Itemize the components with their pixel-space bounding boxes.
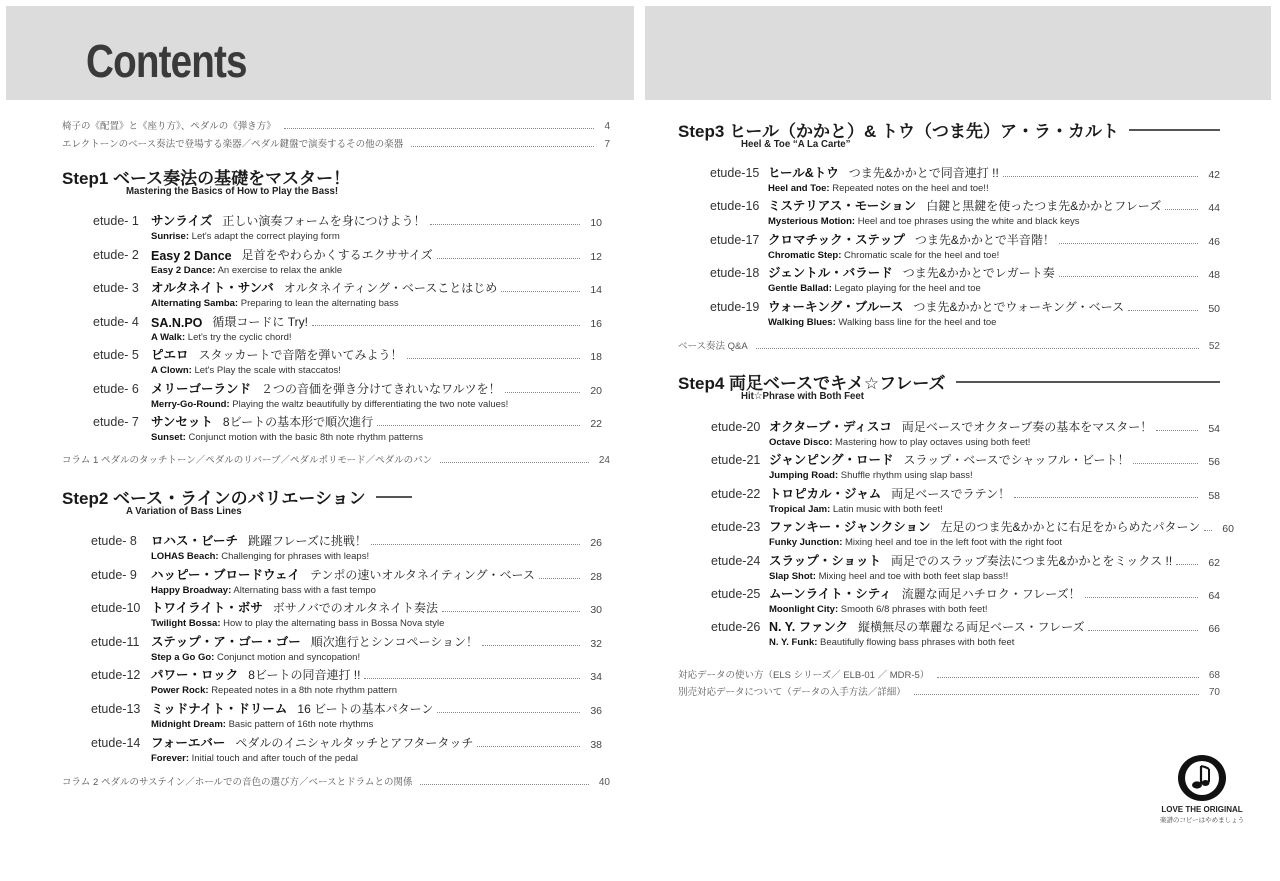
etude-english-description: Smooth 6/8 phrases with both feet!: [840, 604, 988, 615]
etude-entry[interactable]: [91, 599, 602, 631]
page-number: 18: [590, 351, 602, 363]
etude-english: [768, 317, 996, 328]
etude-description: 両足ベースでオクターブ奏の基本をマスター！: [901, 420, 1153, 434]
etude-english-description: Shuffle rhythm using slap bass!: [840, 470, 973, 482]
page-number: 14: [590, 284, 602, 296]
step4-rule: [956, 381, 1220, 383]
dotted-leader: [364, 678, 580, 679]
etude-entry[interactable]: [711, 485, 1220, 517]
step2-rule: [376, 496, 412, 498]
etude-title: ムーンライト・シティ: [769, 587, 892, 601]
etude-title: サンセット: [151, 415, 213, 429]
etude-description: つま先&かかとで同音連打 !!: [848, 166, 999, 180]
page-number: 26: [590, 537, 602, 549]
logo-tagline: 楽譜のコピーはやめましょう: [1159, 817, 1245, 824]
dotted-leader: [442, 611, 580, 612]
etude-title: オクターブ・ディスコ: [769, 420, 892, 434]
etude-english: [769, 537, 1062, 548]
etude-english-title: Jumping Road:: [769, 470, 839, 482]
toc-misc-item[interactable]: 対応データの使い方（ELS シリーズ／ ELB-01 ／ MDR-5） 68: [678, 670, 1220, 681]
etude-english-description: Chromatic scale for the heel and toe!: [844, 249, 1000, 261]
dotted-leader: [505, 392, 581, 393]
etude-number: etude-14: [91, 735, 141, 750]
etude-title: ウォーキング・ブルース: [768, 299, 904, 314]
etude-title: ヒール&トウ: [768, 166, 839, 180]
etude-english: [768, 250, 999, 261]
etude-english-title: Sunrise:: [151, 231, 190, 242]
love-the-original-logo: [1157, 752, 1247, 832]
etude-number: etude- 7: [93, 415, 139, 429]
dotted-leader: [1156, 430, 1198, 431]
etude-number: etude-26: [711, 620, 761, 635]
dotted-leader: [377, 425, 580, 426]
etude-english-description: Beautifully flowing bass phrases with both feet: [820, 637, 1015, 649]
page-number: 54: [1208, 423, 1220, 435]
etude-english-description: Mixing heel and toe in the left foot with the right foot: [845, 537, 1063, 549]
etude-english-description: Heel and toe phrases using the white and black keys: [857, 216, 1080, 228]
dotted-leader: [477, 746, 580, 747]
etude-english-description: Latin music with both feet!: [832, 503, 943, 515]
etude-english: [151, 365, 341, 376]
etude-english-title: Happy Broadway:: [151, 584, 232, 596]
etude-description: 流麗な両足ハチロク・フレーズ！: [901, 587, 1081, 601]
etude-title: クロマチック・ステップ: [768, 232, 905, 247]
etude-english: [768, 183, 989, 194]
dotted-leader: [1176, 564, 1198, 565]
contents-title: Contents: [86, 35, 247, 87]
etude-title: SA.N.PO: [151, 315, 203, 330]
etude-english: [151, 652, 360, 663]
etude-english: [151, 719, 373, 730]
etude-english: [151, 399, 508, 410]
etude-description: テンポの速いオルタネイティング・ベース: [310, 567, 535, 582]
page-number: 58: [1208, 489, 1220, 502]
toc-column-item[interactable]: コラム 1 ペダルのタッチトーン／ペダルのリバーブ／ペダルポリモード／ペダルのパン 24: [62, 455, 610, 466]
page-number: 46: [1208, 235, 1220, 248]
etude-english-description: Let's Play the scale with staccatos!: [194, 365, 341, 376]
etude-title: スラップ・ショット: [769, 553, 882, 568]
etude-english-title: Alternating Samba:: [151, 298, 239, 309]
etude-entry[interactable]: [710, 197, 1220, 229]
etude-english-title: Step a Go Go:: [151, 651, 215, 663]
etude-english-title: Power Rock:: [151, 685, 209, 697]
etude-english: [151, 231, 340, 242]
page-number: 36: [590, 705, 602, 717]
etude-english-description: Walking bass line for the heel and toe: [838, 316, 997, 328]
dotted-leader: [1014, 497, 1198, 498]
etude-number: etude-24: [711, 553, 761, 568]
etude-english-title: Easy 2 Dance:: [151, 264, 216, 276]
etude-description: 8ビートの基本形で順次進行: [222, 415, 374, 429]
etude-description: スタッカートで音階を弾いてみよう！: [198, 348, 403, 362]
etude-english-title: A Walk:: [151, 331, 186, 343]
etude-english-title: Tropical Jam:: [769, 503, 831, 515]
etude-entry[interactable]: [93, 413, 602, 445]
etude-english-description: Preparing to lean the alternating bass: [240, 298, 399, 309]
etude-entry[interactable]: [711, 618, 1220, 650]
etude-number: etude-16: [710, 199, 760, 214]
dotted-leader: [1059, 243, 1198, 244]
etude-english-title: LOHAS Beach:: [151, 551, 219, 562]
page-number: 56: [1208, 456, 1220, 469]
etude-english-description: Conjunct motion and syncopation!: [216, 651, 361, 663]
etude-entry[interactable]: [93, 212, 602, 244]
etude-entry[interactable]: [710, 231, 1220, 263]
etude-number: etude- 4: [93, 314, 139, 329]
etude-description: 正しい演奏フォームを身につけよう！: [222, 214, 426, 228]
etude-description: 縦横無尽の華麗なる両足ベース・フレーズ: [858, 620, 1085, 635]
etude-description: 左足のつま先&かかとに右足をからめたパターン: [940, 520, 1201, 535]
etude-english-title: Heel and Toe:: [768, 183, 830, 194]
etude-english: [768, 283, 981, 294]
etude-title: ジェントル・バラード: [768, 266, 893, 281]
step1-subtitle: Mastering the Basics of How to Play the Bass!: [126, 185, 339, 197]
etude-english: [151, 298, 399, 309]
etude-description: つま先&かかとでレガート奏: [902, 266, 1055, 281]
etude-english-description: Legato playing for the heel and toe: [834, 283, 981, 295]
etude-number: etude-10: [91, 601, 141, 616]
dotted-leader: [1165, 209, 1198, 210]
etude-entry[interactable]: [93, 380, 602, 412]
etude-number: etude-19: [710, 299, 760, 314]
step2-title: Step2 ベース・ラインのバリエーション: [62, 484, 412, 509]
etude-english-title: A Clown:: [151, 365, 192, 376]
dotted-leader: [1204, 530, 1212, 531]
page-number: 48: [1208, 269, 1220, 282]
etude-english: [151, 618, 444, 629]
page-number: 22: [590, 418, 602, 430]
etude-title: トロピカル・ジャム: [769, 486, 882, 501]
etude-english-title: Octave Disco:: [769, 437, 833, 448]
etude-entry[interactable]: [711, 451, 1220, 483]
etude-title: ミッドナイト・ドリーム: [151, 702, 288, 716]
dotted-leader: [482, 645, 580, 646]
page-number: 32: [590, 637, 602, 650]
etude-english: [768, 216, 1080, 227]
step4-subtitle: Hit☆Phrase with Both Feet: [741, 390, 864, 402]
etude-number: etude- 6: [93, 381, 139, 396]
dotted-leader: [430, 224, 581, 225]
etude-description: 循環コードに Try!: [212, 314, 308, 329]
etude-english: [151, 332, 292, 343]
etude-english-title: Midnight Dream:: [151, 719, 226, 730]
etude-english-description: Playing the waltz beautifully by differentiating the two note values!: [232, 398, 509, 410]
etude-english-description: Alternating bass with a fast tempo: [233, 584, 376, 596]
etude-description: つま先&かかとでウォーキング・ベース: [913, 299, 1125, 314]
etude-english: [769, 604, 988, 615]
etude-entry[interactable]: [91, 566, 602, 598]
etude-english: [769, 470, 973, 481]
etude-number: etude- 1: [93, 214, 139, 228]
etude-english-title: Sunset:: [151, 432, 186, 443]
etude-entry[interactable]: [93, 346, 602, 378]
etude-description: スラップ・ベースでシャッフル・ビート！: [903, 453, 1130, 468]
etude-entry[interactable]: [93, 246, 602, 278]
dotted-leader: [1003, 176, 1199, 177]
etude-english-description: How to play the alternating bass in Bossa Nova style: [223, 618, 445, 630]
step3-rule: [1129, 129, 1220, 131]
etude-english-title: Merry-Go-Round:: [151, 398, 230, 410]
etude-english: [769, 571, 1008, 582]
etude-title: フォーエバー: [151, 735, 226, 750]
etude-english-description: Conjunct motion with the basic 8th note rhythm patterns: [188, 432, 423, 443]
step3-title: Step3 ヒール（かかと）& トウ（つま先）ア・ラ・カルト: [678, 117, 1220, 142]
etude-english-title: N. Y. Funk:: [769, 637, 818, 649]
step1-title: Step1 ベース奏法の基礎をマスター！: [62, 169, 351, 188]
etude-english-description: Let's adapt the correct playing form: [191, 231, 340, 242]
etude-description: オルタネイティング・ベースことはじめ: [283, 281, 498, 295]
etude-description: 白鍵と黒鍵を使ったつま先&かかとフレーズ: [926, 199, 1162, 214]
page-number: 20: [590, 384, 602, 397]
dotted-leader: [1088, 630, 1198, 631]
etude-number: etude-18: [710, 266, 760, 281]
etude-number: etude-17: [710, 232, 760, 247]
page-number: 30: [590, 604, 602, 617]
etude-number: etude-22: [711, 486, 761, 501]
toc-misc-item[interactable]: 別売対応データについて（データの入手方法／詳細） 70: [678, 687, 1220, 698]
page-number: 16: [590, 317, 602, 330]
etude-title: パワー・ロック: [151, 668, 239, 683]
page-number: 42: [1208, 169, 1220, 181]
etude-english-description: Mixing heel and toe with both feet slap bass!!: [818, 570, 1009, 582]
page-number: 10: [590, 217, 602, 229]
etude-english-title: Funky Junction:: [769, 537, 843, 549]
etude-english-description: Let's try the cyclic chord!: [187, 331, 292, 343]
step2-subtitle: A Variation of Bass Lines: [126, 505, 242, 517]
etude-title: ハッピー・ブロードウェイ: [151, 567, 301, 582]
etude-english: [151, 265, 342, 276]
page-number: 60: [1222, 523, 1234, 536]
right-page: [645, 0, 1280, 881]
etude-english-description: Mastering how to play octaves using both feet!: [835, 437, 1031, 448]
etude-entry[interactable]: [93, 313, 602, 345]
etude-description: 足首をやわらかくするエクササイズ: [241, 247, 433, 262]
page-number: 64: [1208, 590, 1220, 602]
etude-title: ピエロ: [151, 348, 189, 362]
etude-english: [151, 432, 423, 443]
etude-entry[interactable]: [91, 666, 602, 698]
etude-english: [151, 753, 358, 764]
etude-number: etude- 9: [91, 567, 137, 582]
etude-description: つま先&かかとで半音階！: [914, 232, 1055, 247]
etude-entry[interactable]: [711, 585, 1220, 617]
etude-english: [769, 437, 1030, 448]
page-number: 34: [590, 671, 602, 684]
etude-title: トワイライト・ボサ: [151, 601, 263, 616]
page-number: 66: [1208, 623, 1220, 636]
page-number: 12: [590, 250, 602, 263]
etude-description: ２つの音価を弾き分けてきれいなワルツを！: [261, 381, 501, 396]
etude-number: etude-21: [711, 453, 761, 468]
etude-english-description: Challenging for phrases with leaps!: [221, 551, 370, 562]
etude-english-title: Forever:: [151, 752, 190, 764]
etude-title: オルタネイト・サンバ: [151, 281, 274, 295]
etude-entry[interactable]: [93, 279, 602, 311]
etude-number: etude-13: [91, 702, 141, 716]
dotted-leader: [1059, 276, 1199, 277]
etude-english-title: Twilight Bossa:: [151, 618, 221, 630]
etude-title: ミステリアス・モーション: [768, 199, 917, 214]
etude-title: Easy 2 Dance: [151, 248, 232, 263]
etude-title: ロハス・ビーチ: [151, 534, 239, 548]
page-number: 28: [590, 570, 602, 583]
music-note-logo-icon: [1157, 752, 1247, 804]
toc-misc-item[interactable]: ベース奏法 Q&A 52: [678, 341, 1220, 352]
etude-description: 跳躍フレーズに挑戦！: [248, 534, 367, 548]
dotted-leader: [539, 578, 580, 579]
etude-description: 順次進行とシンコペーション！: [310, 634, 478, 649]
etude-english-description: Basic pattern of 16th note rhythms: [228, 719, 374, 730]
etude-entry[interactable]: [711, 518, 1234, 550]
dotted-leader: [501, 291, 580, 292]
etude-number: etude- 2: [93, 247, 139, 262]
etude-english-title: Walking Blues:: [768, 316, 836, 328]
etude-entry[interactable]: [710, 298, 1220, 330]
dotted-leader: [1133, 463, 1198, 464]
etude-title: メリーゴーランド: [151, 381, 252, 396]
etude-english: [151, 685, 397, 696]
etude-english: [769, 504, 943, 515]
etude-english-title: Gentle Ballad:: [768, 283, 832, 295]
etude-entry[interactable]: [91, 633, 602, 665]
toc-misc-item[interactable]: エレクトーンのベース奏法で登場する楽器／ペダル鍵盤で演奏するその他の楽器 7: [62, 139, 610, 150]
etude-english-description: An exercise to relax the ankle: [217, 264, 343, 276]
dotted-leader: [1128, 310, 1198, 311]
etude-description: 両足ベースでラテン！: [891, 486, 1011, 501]
step4-title: Step4 両足ベースでキメ☆フレーズ: [678, 369, 1220, 394]
etude-title: サンライズ: [151, 214, 213, 228]
etude-english-description: Repeated notes in a 8th note rhythm pattern: [211, 685, 398, 697]
etude-number: etude-11: [91, 634, 140, 649]
logo-title: LOVE THE ORIGINAL: [1161, 805, 1243, 814]
page-number: 50: [1208, 302, 1220, 315]
etude-english: [151, 585, 376, 596]
etude-number: etude- 5: [93, 348, 139, 362]
etude-english-description: Initial touch and after touch of the pedal: [191, 752, 359, 764]
etude-number: etude- 3: [93, 281, 139, 295]
etude-entry[interactable]: [710, 164, 1220, 196]
page-number: 62: [1208, 556, 1220, 569]
etude-description: 16 ビートの基本パターン: [297, 702, 434, 716]
etude-english-title: Moonlight City:: [769, 604, 839, 615]
dotted-leader: [437, 712, 580, 713]
etude-number: etude-20: [711, 420, 761, 434]
etude-english-title: Chromatic Step:: [768, 249, 842, 261]
etude-number: etude-23: [711, 520, 761, 535]
etude-entry[interactable]: [711, 418, 1220, 450]
header-band-right: [645, 6, 1271, 100]
dotted-leader: [1085, 597, 1199, 598]
etude-entry[interactable]: [91, 700, 602, 732]
etude-entry[interactable]: [91, 532, 602, 564]
etude-description: 8ビートの同音連打 !!: [248, 668, 361, 683]
page-number: 38: [590, 738, 602, 751]
etude-number: etude-15: [710, 166, 760, 180]
dotted-leader: [371, 544, 580, 545]
etude-english-title: Slap Shot:: [769, 570, 816, 582]
toc-misc-item[interactable]: 椅子の《配置》と《座り方》、ペダルの《弾き方》 4: [62, 121, 610, 132]
dotted-leader: [407, 358, 581, 359]
etude-number: etude- 8: [91, 534, 137, 548]
etude-title: ファンキー・ジャンクション: [769, 520, 931, 535]
etude-entry[interactable]: [711, 552, 1220, 584]
etude-title: ジャンピング・ロード: [769, 453, 894, 468]
etude-title: ステップ・ア・ゴー・ゴー: [151, 634, 301, 649]
etude-title: N. Y. ファンク: [769, 620, 849, 635]
etude-english: [769, 637, 1014, 648]
etude-number: etude-12: [91, 668, 141, 683]
etude-description: ペダルのイニシャルタッチとアフタータッチ: [235, 735, 474, 750]
page-number: 44: [1208, 202, 1220, 215]
etude-entry[interactable]: [710, 264, 1220, 296]
etude-description: ボサノバでのオルタネイト奏法: [272, 601, 439, 616]
etude-english-description: Repeated notes on the heel and toe!!: [832, 183, 989, 194]
etude-english: [151, 551, 369, 562]
etude-entry[interactable]: [91, 734, 602, 766]
dotted-leader: [312, 325, 580, 326]
step3-subtitle: Heel & Toe “A La Carte”: [741, 138, 851, 150]
toc-column-item[interactable]: コラム 2 ペダルのサステイン／ホールでの音色の選び方／ベースとドラムとの関係 40: [62, 777, 610, 788]
etude-description: 両足でのスラップ奏法につま先&かかとをミックス !!: [891, 553, 1173, 568]
etude-number: etude-25: [711, 587, 761, 601]
dotted-leader: [437, 258, 581, 259]
etude-english-title: Mysterious Motion:: [768, 216, 856, 228]
